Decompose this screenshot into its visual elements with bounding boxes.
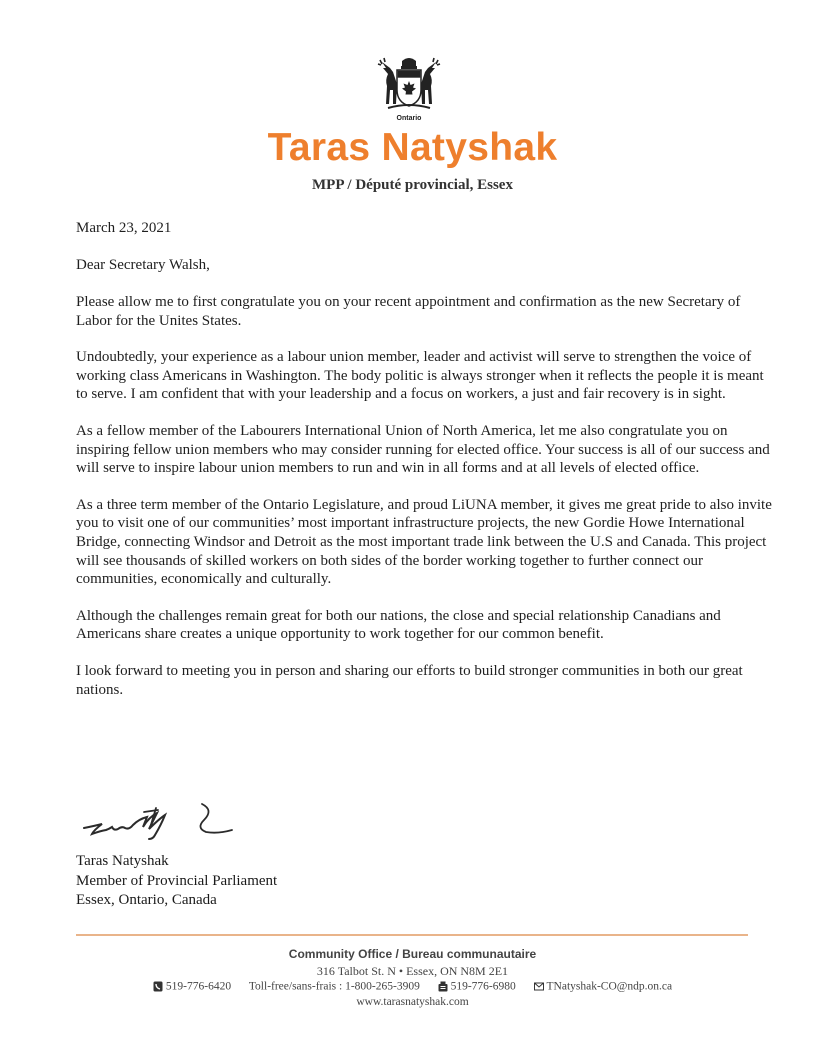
letter-date: March 23, 2021 (76, 220, 172, 236)
footer-office-title: Community Office / Bureau communautaire (288, 947, 537, 961)
email-icon (534, 981, 544, 992)
email-address[interactable]: TNatyshak-CO@ndp.on.ca (546, 980, 673, 993)
ontario-coat-of-arms-icon (374, 52, 444, 122)
sender-title: MPP / Député provincial, Essex (312, 177, 513, 193)
handwritten-signature (82, 798, 252, 844)
signer-title: Member of Provincial Parliament (76, 872, 278, 889)
paragraph: Undoubtedly, your experience as a labour union member, leader and activist will serve to strengthen the voice of working class Americans in Washington. The body politic is always stronger when it reflects the people it is meant to serve. I am confident that with your leadership and a focus on workers, a just and fair recovery is in sight. (76, 349, 764, 403)
paragraph: Although the challenges remain great for both our nations, the close and special relationship Canadians and Americans share creates a unique opportunity to work together for our common benefit. (76, 607, 721, 643)
footer-contacts (0, 980, 825, 992)
fax-number: 519-776-6980 (450, 980, 516, 993)
website-link[interactable]: www.tarasnatyshak.com (356, 996, 469, 1008)
signer-location: Essex, Ontario, Canada (76, 892, 217, 908)
paragraph: As a three term member of the Ontario Legislature, and proud LiUNA member, it gives me great pride to also invite you to visit one of our communities’ most important infrastructure projects, the new Gordie Howe International Bridge, connecting Windsor and Detroit as the most important trade link between the U.S and Canada. This project will see thousands of skilled workers on both sides of the border working together to further connect our communities, economically and culturally. (76, 496, 772, 588)
letter-body (76, 293, 776, 717)
paragraph: I look forward to meeting you in person and sharing our efforts to build stronger communities in both our great nations. (76, 662, 743, 698)
signature-block (76, 852, 277, 911)
tollfree-number[interactable]: Toll-free/sans-frais : 1-800-265-3909 (248, 980, 420, 993)
paragraph: Please allow me to first congratulate you on your recent appointment and confirmation as the new Secretary of Labor for the Unites States. (76, 294, 741, 329)
fax-icon (438, 981, 448, 992)
paragraph: As a fellow member of the Labourers International Union of North America, let me also congratulate you on inspiring fellow union members who may consider running for elected office. Your success is all of our success and will serve to inspire labour union members to run and win in all forms and at all levels of elected office. (76, 422, 770, 477)
phone-number[interactable]: 519-776-6420 (165, 980, 232, 993)
svg-text:Ontario: Ontario (396, 115, 422, 122)
phone-icon (153, 981, 163, 992)
sender-name: Taras Natyshak (267, 126, 558, 169)
footer-divider (76, 934, 748, 936)
salutation: Dear Secretary Walsh, (76, 257, 210, 273)
signer-name: Taras Natyshak (76, 853, 169, 869)
footer-address: 316 Talbot St. N • Essex, ON N8M 2E1 (316, 964, 509, 978)
